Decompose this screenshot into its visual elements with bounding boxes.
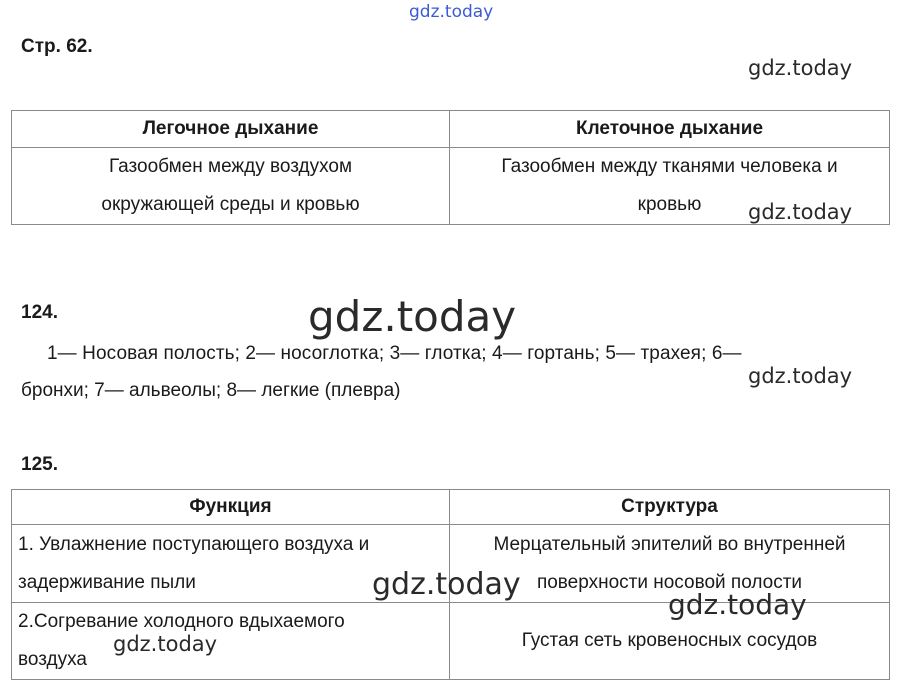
cell-function: [12, 603, 450, 680]
cell-line: воздуха: [18, 649, 87, 670]
cell-lung-description: [12, 148, 450, 225]
header-lung-respiration: Легочное дыхание: [12, 111, 450, 148]
cell-cellular-description: [450, 148, 890, 225]
page-label: Стр. 62.: [21, 36, 93, 57]
cell-line: Густая сеть кровеносных сосудов: [521, 630, 818, 651]
watermark: gdz.today: [748, 56, 853, 80]
header-cell-respiration: Клеточное дыхание: [450, 111, 890, 148]
watermark-medium: gdz.today: [668, 588, 807, 621]
watermark-top: gdz.today: [409, 2, 494, 22]
task-124-number: 124.: [21, 302, 58, 323]
cell-line: 1. Увлажнение поступающего воздуха и: [18, 533, 370, 555]
cell-line: окружающей среды и кровью: [101, 194, 360, 215]
header-function: Функция: [12, 490, 450, 525]
cell-line: поверхности носовой полости: [536, 571, 803, 593]
watermark: gdz.today: [113, 632, 218, 656]
task-125-number: 125.: [21, 454, 58, 475]
watermark-large: gdz.today: [308, 292, 517, 341]
respiration-table: [11, 110, 890, 225]
cell-line: задерживание пыли: [18, 571, 196, 593]
cell-line: 2.Согревание холодного вдыхаемого: [18, 611, 345, 632]
header-structure: Структура: [450, 490, 890, 525]
table-header-row: [12, 111, 890, 148]
table-row: [12, 148, 890, 225]
watermark-medium: gdz.today: [372, 567, 521, 602]
cell-line: Мерцательный эпителий во внутренней: [493, 533, 846, 555]
task-124-line-2: бронхи; 7— альвеолы; 8— легкие (плевра): [21, 380, 401, 401]
table-header-row: [12, 490, 890, 525]
cell-line: Газообмен между тканями человека и: [501, 156, 838, 177]
watermark: gdz.today: [748, 200, 853, 224]
watermark: gdz.today: [748, 364, 853, 388]
task-124-line-1: 1— Носовая полость; 2— носоглотка; 3— глотка; 4— гортань; 5— трахея; 6—: [47, 343, 742, 364]
cell-line: кровью: [637, 194, 702, 215]
cell-line: Газообмен между воздухом: [108, 156, 353, 177]
